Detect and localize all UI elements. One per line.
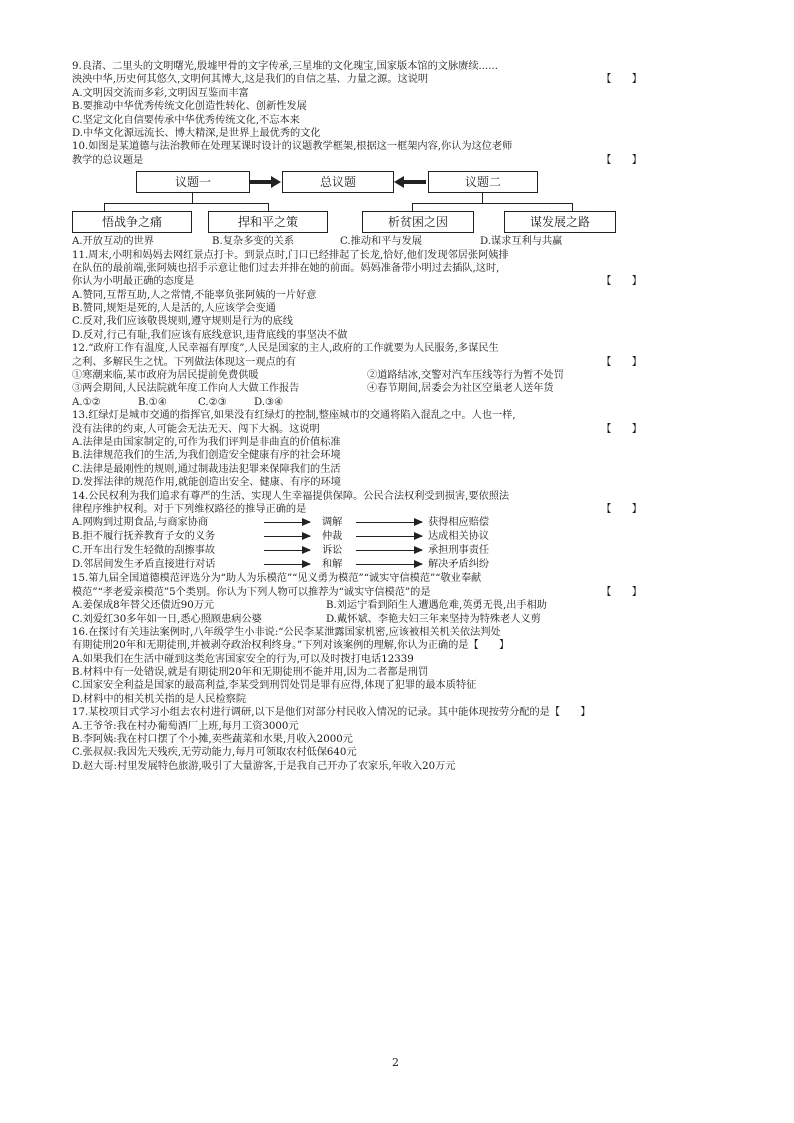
path-result: 解决矛盾纠纷 <box>428 559 490 571</box>
q12-option-c: C.②③ <box>198 396 227 408</box>
q16-option-c: C.国家安全利益是国家的最高利益,李某受到刑罚处罚是罪有应得,体现了犯罪的最本质特征 <box>72 680 477 692</box>
q16-option-a: A.如果我们在生活中碰到这类危害国家安全的行为,可以及时拨打电话12339 <box>72 653 414 665</box>
q13-option-b: B.法律规范我们的生活,为我们创造安全健康有序的社会环境 <box>72 450 341 462</box>
q9-option-b: B.要推动中华优秀传统文化创造性转化、创新性发展 <box>72 101 307 113</box>
q15-option-b: B.刘运宁看到陌生人遭遇危难,英勇无畏,出手相助 <box>326 600 547 612</box>
path-method: 调解 <box>322 517 343 529</box>
q13-stem-line1: 13.红绿灯是城市交通的指挥官,如果没有红绿灯的控制,整座城市的交通将陷入混乱之中。人也一样, <box>72 410 516 422</box>
arrow-right-icon <box>264 550 310 551</box>
arrow-right-icon <box>356 536 422 537</box>
q17-option-c: C.张叔叔:我因先天残疾,无劳动能力,每月可领取农村低保640元 <box>72 747 357 759</box>
sub-topic-box: 谋发展之路 <box>504 211 616 233</box>
path-result: 达成相关协议 <box>428 531 490 543</box>
q12-item-2: ②道路结冰,交警对汽车压线等行为暂不处罚 <box>367 370 564 382</box>
path-case: D.邻居间发生矛盾直接进行对话 <box>72 559 216 571</box>
sub-topic-box: 悟战争之痛 <box>72 211 192 233</box>
q16-option-d: D.材料中的相关机关指的是人民检察院 <box>72 693 247 705</box>
q11-option-d: D.反对,行己有耻,我们应该有底线意识,违背底线的事坚决不做 <box>72 329 348 341</box>
q10-option-c: C.推动和平与发展 <box>340 236 422 248</box>
q9-stem-line1: 9.良渚、二里头的文明曙光,殷墟甲骨的文字传承,三星堆的文化瑰宝,国家版本馆的文脉赓续...... <box>72 61 498 72</box>
connector-line <box>104 203 269 204</box>
q14-path-b <box>72 530 642 544</box>
q12-item-1: ①寒潮来临,某市政府为居民提前免费供暖 <box>72 370 259 382</box>
answer-bracket: 【 】 <box>601 503 642 515</box>
q16-option-b: B.材料中有一处错误,就是有期徒刑20年和无期徒刑不能并用,因为二者都是刑罚 <box>72 667 429 679</box>
q10-stem-line1: 10.如图是某道德与法治教师在处理某课时设计的议题教学框架,根据这一框架内容,你认为这位老师 <box>72 141 513 153</box>
q12-items-row1 <box>72 369 642 382</box>
q15-options-row1 <box>72 599 642 612</box>
q12-options <box>72 396 642 409</box>
q14-stem-text: 律程序维护权利。对于下列维权路径的推导正确的是 <box>72 503 307 515</box>
q12-option-a: A.①② <box>72 396 101 408</box>
q10-option-b: B.复杂多变的关系 <box>212 236 295 248</box>
q10-option-a: A.开放互动的世界 <box>72 236 154 248</box>
q15-stem-text: 模范”“孝老爱亲模范”5个类别。你认为下列人物可以推荐为“诚实守信模范”的是 <box>72 586 431 598</box>
q9-stem-line2 <box>72 73 642 86</box>
q12-stem-text: 之利、多解民生之忧。下列做法体现这一观点的有 <box>72 356 297 368</box>
arrow-right-icon <box>356 550 422 551</box>
connector-line <box>412 203 572 204</box>
q12-stem-line2 <box>72 356 642 369</box>
answer-bracket: 【 】 <box>601 154 642 166</box>
answer-bracket: 【 】 <box>601 586 642 598</box>
path-case: A.网购到过期食品,与商家协商 <box>72 517 209 529</box>
connector-line <box>104 203 105 211</box>
q13-stem-line2 <box>72 423 642 436</box>
q11-option-c: C.反对,我们应该敬畏规则,遵守规则是行为的底线 <box>72 316 293 328</box>
q15-options-row2 <box>72 613 642 626</box>
arrow-right-icon <box>356 564 422 565</box>
q11-stem-line3 <box>72 275 642 288</box>
q16-stem-line1: 16.在探讨有关违法案例时,八年级学生小非说:“公民李某泄露国家机密,应该被相关机关依法判处 <box>72 626 501 638</box>
topic-two-box: 议题二 <box>428 171 538 193</box>
path-method: 诉讼 <box>322 545 343 557</box>
q9-option-c: C.坚定文化自信要传承中华优秀传统文化,不忘本来 <box>72 114 300 126</box>
q9-stem-text: 泱泱中华,历史何其悠久,文明何其博大,这是我们的自信之基、力量之源。这说明 <box>72 74 429 86</box>
q17-option-a: A.王爷爷:我在村办葡萄酒厂上班,每月工资3000元 <box>72 720 299 732</box>
q12-option-d: D.③④ <box>254 396 284 408</box>
q12-item-4: ④春节期间,居委会为社区空巢老人送年货 <box>367 383 554 395</box>
arrow-right-icon <box>264 522 310 523</box>
q10-options <box>72 235 642 248</box>
q15-stem-line1: 15.第九届全国道德模范评选分为“助人为乐模范”“见义勇为模范”“诚实守信模范”“敬业奉献 <box>72 573 482 585</box>
q12-items-row2 <box>72 382 642 395</box>
q12-stem-line1: 12.“政府工作有温度,人民幸福有厚度”,人民是国家的主人,政府的工作就要为人民服务,多谋民生 <box>72 343 499 355</box>
connector-line <box>192 193 193 203</box>
q15-option-d: D.戴怀斌、李艳夫妇三年来坚持为特殊老人义剪 <box>326 613 541 625</box>
q17-option-b: B.李阿姨:我在村口摆了个小摊,卖些蔬菜和水果,月收入2000元 <box>72 734 353 746</box>
q10-stem-line2 <box>72 154 642 167</box>
q12-item-3: ③两会期间,人民法院就年度工作向人大做工作报告 <box>72 383 300 395</box>
arrow-right-icon <box>264 536 310 537</box>
answer-bracket: 【 】 <box>601 276 642 288</box>
answer-bracket: 【 】 <box>601 356 642 368</box>
q17-stem-line1: 17.某校项目式学习小组去农村进行调研,以下是他们对部分村民收入情况的记录。其中能体现按劳分配的是【 】 <box>72 707 591 719</box>
arrow-right-icon <box>264 564 310 565</box>
page-number: 2 <box>392 1056 399 1069</box>
main-topic-box: 总议题 <box>282 171 394 193</box>
q17-option-d: D.赵大哥:村里发展特色旅游,吸引了大量游客,于是我自己开办了农家乐,年收入20万元 <box>72 760 456 772</box>
q16-stem-line2: 有期徒刑20年和无期徒刑,并被剥夺政治权利终身。”下列对该案例的理解,你认为正确的是【 】 <box>72 640 510 652</box>
q13-option-d: D.发挥法律的规范作用,就能创造出安全、健康、有序的环境 <box>72 477 341 489</box>
q13-stem-text: 没有法律的约束,人可能会无法无天、闯下大祸。这说明 <box>72 423 320 435</box>
path-method: 和解 <box>322 559 343 571</box>
q9-option-a: A.文明因交流而多彩,文明因互鉴而丰富 <box>72 87 249 99</box>
q15-option-c: C.刘爱红30多年如一日,悉心照顾患病公婆 <box>72 613 262 625</box>
q11-option-b: B.赞同,规矩是死的,人是活的,人应该学会变通 <box>72 303 276 315</box>
topic-one-box: 议题一 <box>136 171 250 193</box>
q14-path-d <box>72 558 642 572</box>
q14-stem-line2 <box>72 503 642 516</box>
sub-topic-box: 捍和平之策 <box>208 211 328 233</box>
sub-topic-box: 析贫困之因 <box>362 211 474 233</box>
path-result: 获得相应赔偿 <box>428 517 490 529</box>
answer-bracket: 【 】 <box>601 423 642 435</box>
q14-path-c <box>72 544 642 558</box>
q15-option-a: A.姜保成8年替父还债近90万元 <box>72 600 215 612</box>
q10-stem-text: 教学的总议题是 <box>72 154 144 166</box>
exam-page <box>72 60 642 773</box>
connector-line <box>572 203 573 211</box>
q13-option-c: C.法律是最刚性的规则,通过制裁违法犯罪来保障我们的生活 <box>72 463 341 475</box>
path-method: 仲裁 <box>322 531 343 543</box>
q12-option-b: B.①④ <box>138 396 167 408</box>
arrow-right-icon <box>356 522 422 523</box>
answer-bracket: 【 】 <box>601 74 642 86</box>
q11-stem-line1: 11.周末,小明和妈妈去网红景点打卡。到景点时,门口已经排起了长龙,恰好,他们发现邻居张阿姨排 <box>72 249 509 261</box>
q13-option-a: A.法律是由国家制定的,可作为我们评判是非曲直的价值标准 <box>72 436 341 448</box>
path-result: 承担刑事责任 <box>428 545 490 557</box>
q11-stem-text: 你认为小明最正确的态度是 <box>72 276 195 288</box>
q10-topic-diagram <box>72 169 642 233</box>
q11-option-a: A.赞同,互帮互助,人之常情,不能辜负张阿姨的一片好意 <box>72 289 317 301</box>
connector-line <box>268 203 269 211</box>
path-case: C.开车出行发生轻微的刮擦事故 <box>72 545 216 557</box>
connector-line <box>412 203 413 211</box>
q10-option-d: D.谋求互利与共赢 <box>480 236 563 248</box>
q9-option-d: D.中华文化源远流长、博大精深,是世界上最优秀的文化 <box>72 127 321 139</box>
connector-line <box>482 193 483 203</box>
q14-stem-line1: 14.公民权利为我们追求有尊严的生活、实现人生幸福提供保障。公民合法权利受到损害,要依照法 <box>72 490 510 502</box>
q15-stem-line2 <box>72 586 642 599</box>
path-case: B.拒不履行抚养教育子女的义务 <box>72 531 216 543</box>
q14-path-a <box>72 516 642 530</box>
q11-stem-line2: 在队伍的最前端,张阿姨也招手示意让他们过去并排在她的前面。妈妈准备带小明过去插队,这时, <box>72 262 500 274</box>
